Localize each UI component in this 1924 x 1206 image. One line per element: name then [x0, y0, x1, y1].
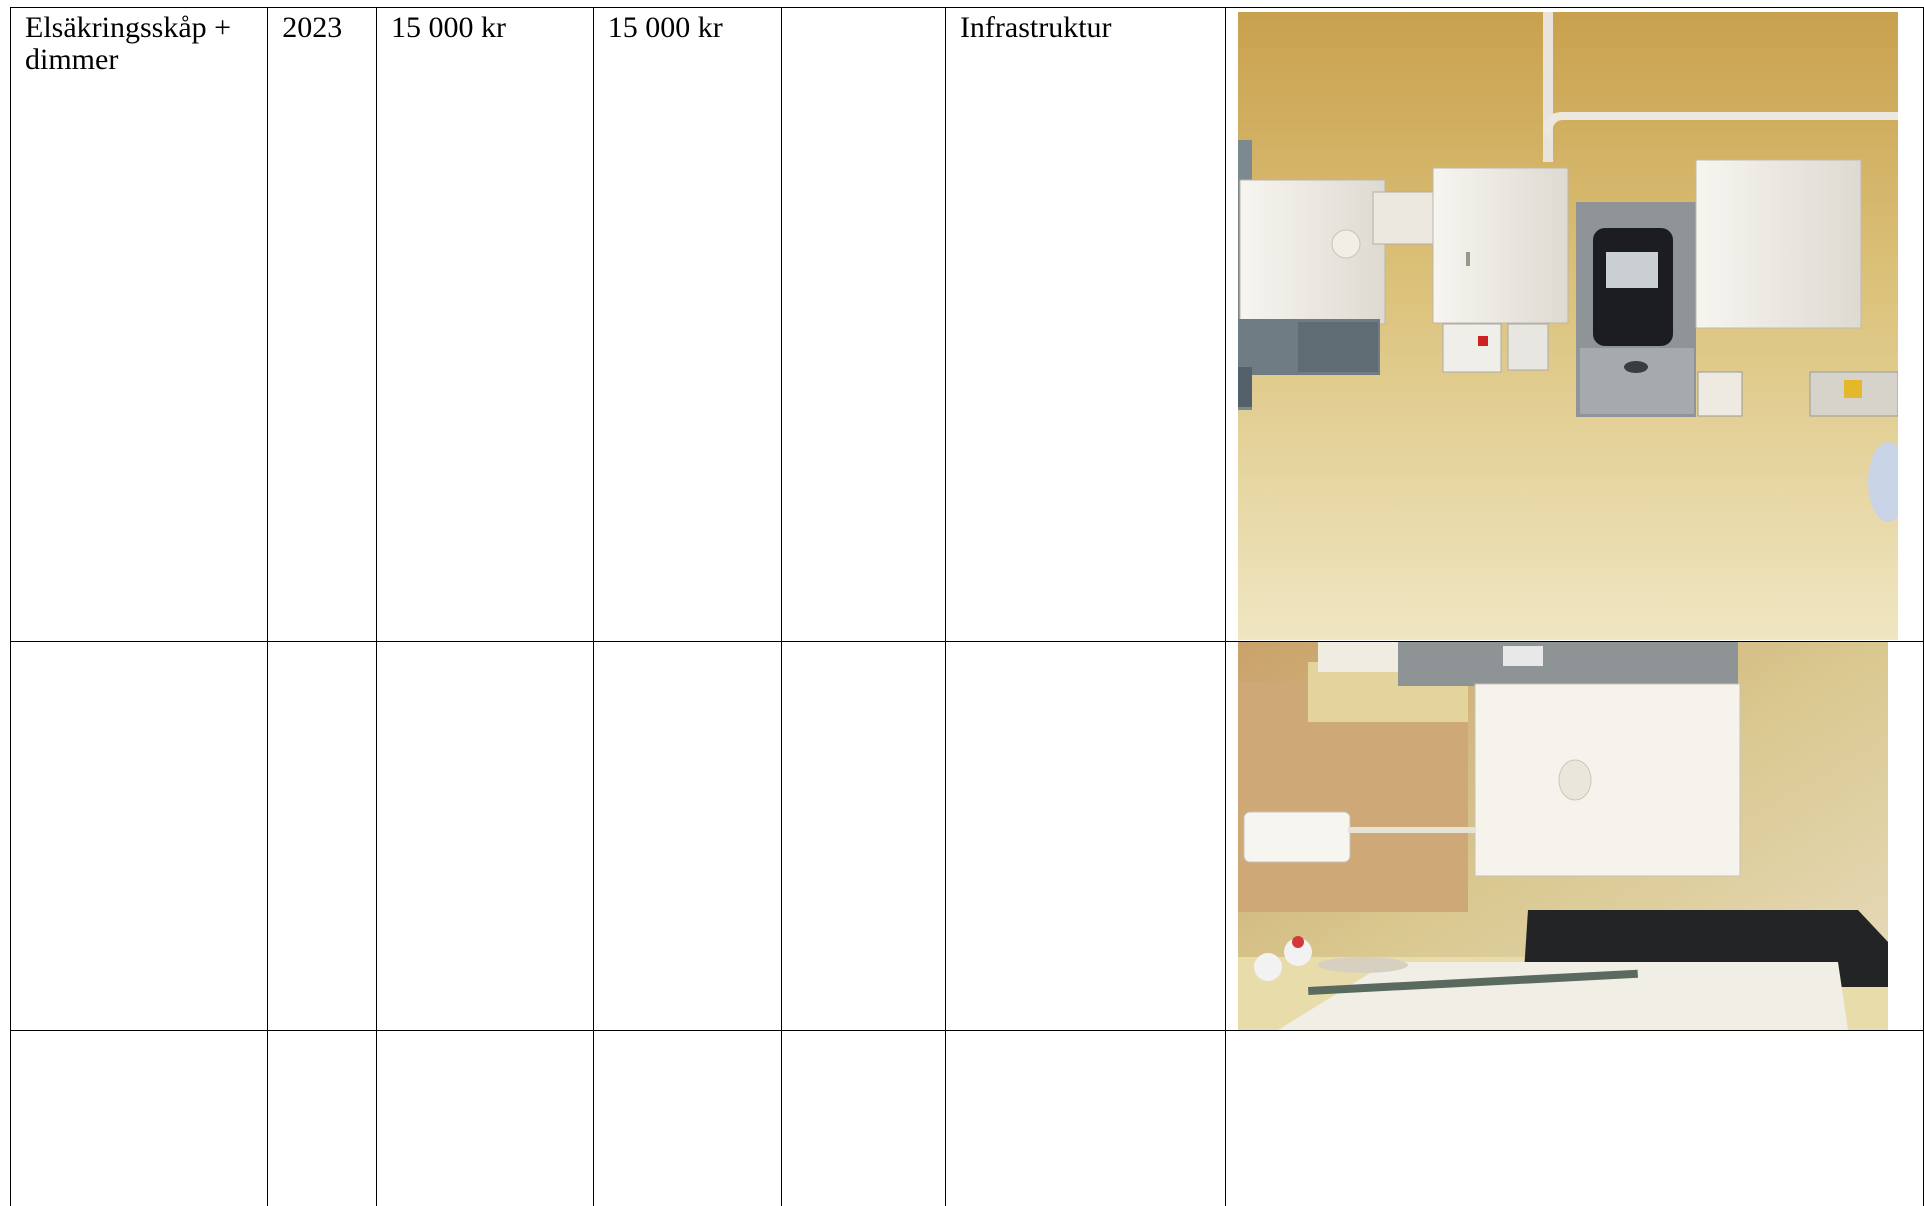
- cost-value: 15 000 kr: [377, 8, 593, 44]
- empty-cell: [782, 642, 946, 1031]
- cost2-cell: [593, 642, 781, 1031]
- photo-cell: [1226, 1031, 1924, 1206]
- category-value: Infrastruktur: [946, 8, 1225, 44]
- cost-value: [377, 1031, 593, 1035]
- photo-electrical-panels: [1238, 12, 1898, 640]
- empty-value: [782, 642, 945, 646]
- year-value: 2023: [268, 8, 376, 44]
- item-name: [11, 1031, 267, 1035]
- item-name: [11, 642, 267, 646]
- cost2-value: [594, 1031, 781, 1035]
- category-cell: [945, 8, 1225, 642]
- category-cell: [945, 1031, 1225, 1206]
- item-name: Elsäkringsskåp + dimmer: [11, 8, 267, 76]
- photo-cell: [1226, 8, 1924, 642]
- cost-cell: [376, 1031, 593, 1206]
- cost2-cell: [593, 1031, 781, 1206]
- cost-cell: [376, 8, 593, 642]
- empty-cell: [782, 8, 946, 642]
- year-value: [268, 1031, 376, 1035]
- item-cell: [11, 1031, 268, 1206]
- cost2-value: 15 000 kr: [594, 8, 781, 44]
- year-cell: [268, 1031, 377, 1206]
- document-table: [10, 7, 1924, 1206]
- photo-cabinet-desk: [1238, 642, 1888, 1030]
- photo-cell: [1226, 642, 1924, 1031]
- item-cell: [11, 8, 268, 642]
- empty-value: [782, 8, 945, 12]
- category-value: [946, 642, 1225, 646]
- cost2-value: [594, 642, 781, 646]
- cost-value: [377, 642, 593, 646]
- table-row: [11, 642, 1924, 1031]
- category-value: [946, 1031, 1225, 1035]
- table-row: [11, 8, 1924, 642]
- year-cell: [268, 642, 377, 1031]
- table-row: [11, 1031, 1924, 1206]
- year-cell: [268, 8, 377, 642]
- cost2-cell: [593, 8, 781, 642]
- empty-cell: [782, 1031, 946, 1206]
- cost-cell: [376, 642, 593, 1031]
- empty-value: [782, 1031, 945, 1035]
- item-cell: [11, 642, 268, 1031]
- category-cell: [945, 642, 1225, 1031]
- year-value: [268, 642, 376, 646]
